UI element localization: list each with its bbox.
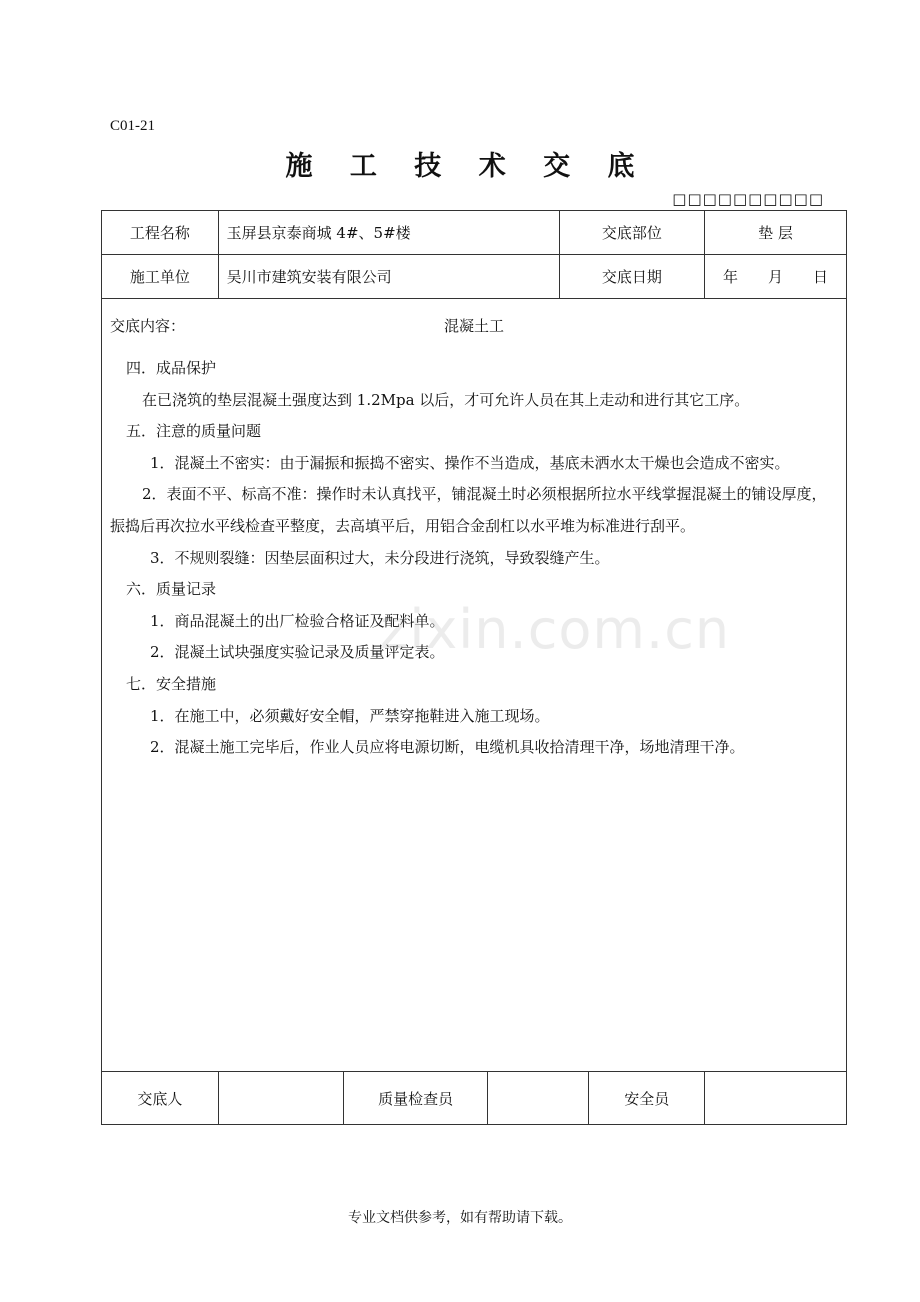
section-heading: 四．成品保护 xyxy=(126,359,217,377)
safety-officer-label: 安全员 xyxy=(589,1072,705,1125)
content-topic: 混凝土工 xyxy=(444,317,505,335)
content-lines xyxy=(110,353,840,764)
unit-row xyxy=(102,255,847,299)
document-title: 施 工 技 术 交 底 xyxy=(285,151,649,182)
watermark: zixin.com.cn xyxy=(380,598,731,661)
disclosure-part-value: 垫 层 xyxy=(704,211,846,255)
construction-unit-value: 吴川市建筑安装有限公司 xyxy=(218,255,559,299)
section-heading: 六．质量记录 xyxy=(126,580,217,599)
construction-unit-label: 施工单位 xyxy=(102,255,219,299)
disclosure-content-cell xyxy=(102,299,847,1072)
section-heading: 五．注意的质量问题 xyxy=(126,422,262,441)
content-paragraph: 2．混凝土施工完毕后，作业人员应将电源切断，电缆机具收拾清理干净，场地清理干净。 xyxy=(150,738,745,757)
disclosure-date-value: 年 月 日 xyxy=(704,255,846,299)
content-paragraph: 2．混凝土试块强度实验记录及质量评定表。 xyxy=(150,643,445,662)
content-paragraph: 2．表面不平、标高不准：操作时未认真找平，铺混凝土时必须根据所拉水平线掌握混凝土的铺设厚度，振捣后再次拉水平线检查平整度，去高填平后，用铝合金刮杠以水平堆为标准进行刮平。 xyxy=(110,485,827,535)
safety-officer-signature-field[interactable] xyxy=(704,1072,846,1125)
content-paragraph: 1．在施工中，必须戴好安全帽，严禁穿拖鞋进入施工现场。 xyxy=(150,706,550,725)
footer-note: 专业文档供参考，如有帮助请下载。 xyxy=(348,1210,572,1226)
content-row xyxy=(102,299,847,1072)
disclosure-part-label: 交底部位 xyxy=(559,211,704,255)
form-code: C01-21 xyxy=(110,118,155,134)
quality-inspector-label: 质量检查员 xyxy=(344,1072,488,1125)
content-paragraph: 3．不规则裂缝：因垫层面积过大，未分段进行浇筑，导致裂缝产生。 xyxy=(150,548,610,567)
disclosure-form-table xyxy=(101,210,847,1125)
disclosure-date-label: 交底日期 xyxy=(559,255,704,299)
section-heading: 七．安全措施 xyxy=(126,674,217,693)
discloser-label: 交底人 xyxy=(102,1072,219,1125)
signature-row xyxy=(102,1072,847,1125)
project-row xyxy=(102,211,847,255)
content-heading: 交底内容： xyxy=(110,317,186,335)
project-name-value: 玉屏县京泰商城 4#、5#楼 xyxy=(218,211,559,255)
content-paragraph: 1．商品混凝土的出厂检验合格证及配料单。 xyxy=(150,611,445,630)
serial-number-boxes: □□□□□□□□□□ xyxy=(672,190,824,208)
content-paragraph: 在已浇筑的垫层混凝土强度达到 1.2Mpa 以后，才可允许人员在其上走动和进行其它工序。 xyxy=(142,390,750,409)
project-name-label: 工程名称 xyxy=(102,211,219,255)
discloser-signature-field[interactable] xyxy=(218,1072,343,1125)
content-paragraph: 1．混凝土不密实：由于漏振和振捣不密实、操作不当造成，基底未洒水太干燥也会造成不密实。 xyxy=(150,453,790,472)
quality-inspector-signature-field[interactable] xyxy=(488,1072,589,1125)
